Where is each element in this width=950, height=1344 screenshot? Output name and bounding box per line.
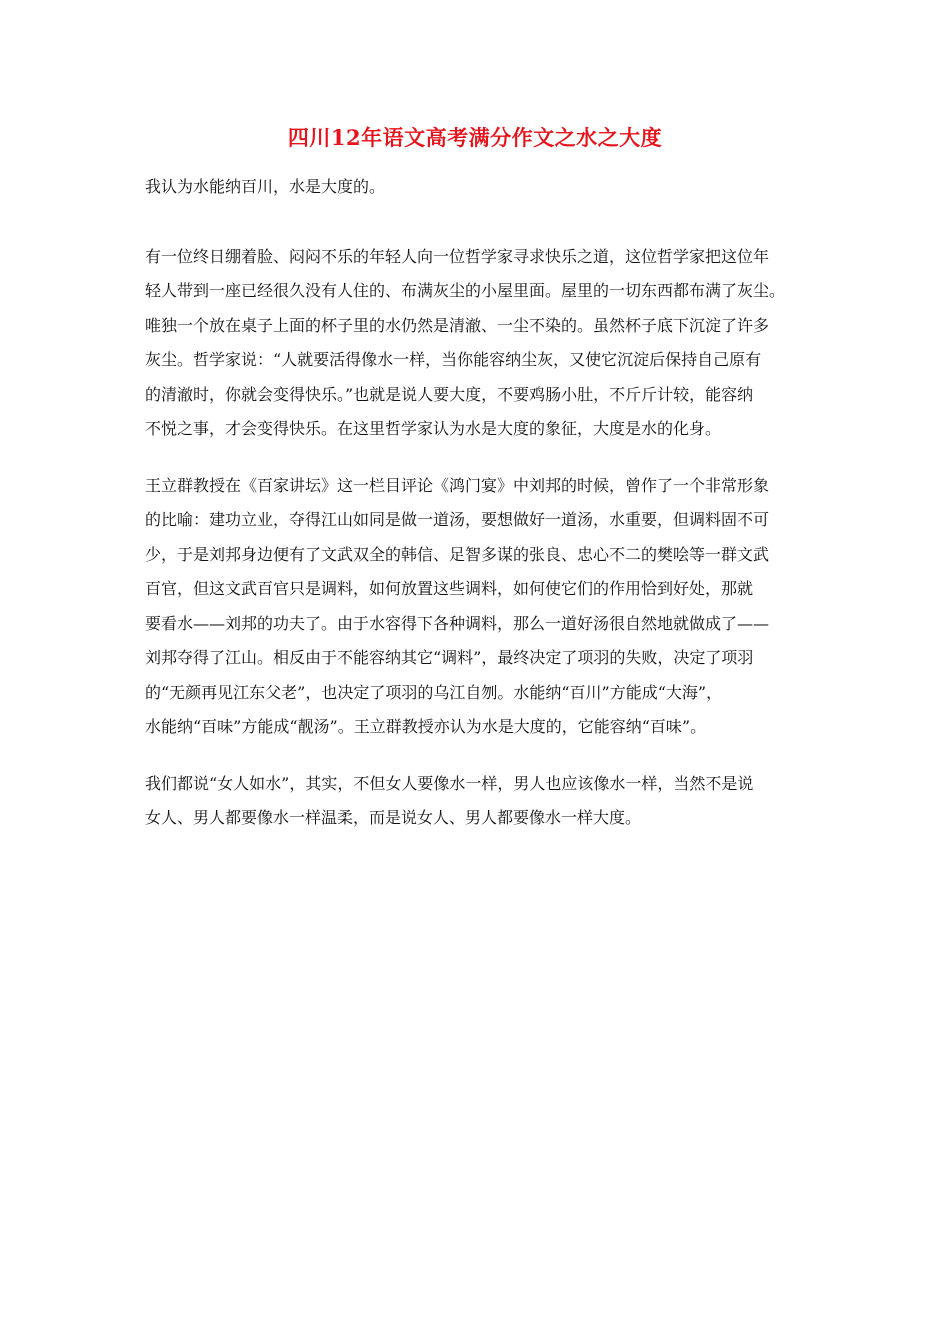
paragraph-line: 的比喻：建功立业，夺得江山如同是做一道汤，要想做好一道汤，水重要，但调料固不可 — [145, 510, 770, 529]
paragraph-line: 女人、男人都要像水一样温柔，而是说女人、男人都要像水一样大度。 — [145, 808, 642, 827]
paragraph-line: 刘邦夺得了江山。相反由于不能容纳其它“调料”，最终决定了项羽的失败，决定了项羽 — [145, 648, 754, 667]
paragraph-3 — [145, 469, 810, 745]
paragraph-line: 水能纳“百味”方能成“靓汤”。王立群教授亦认为水是大度的，它能容纳“百味”。 — [145, 717, 707, 736]
paragraph-line: 我们都说“女人如水”，其实，不但女人要像水一样，男人也应该像水一样，当然不是说 — [145, 773, 754, 793]
paragraph-line: 要看水——刘邦的功夫了。由于水容得下各种调料，那么一道好汤很自然地就做成了—— — [145, 613, 770, 633]
paragraph-line: 百官，但这文武百官只是调料，如何放置这些调料，如何使它们的作用恰到好处，那就 — [145, 579, 754, 598]
paragraph-line: 有一位终日绷着脸、闷闷不乐的年轻人向一位哲学家寻求快乐之道，这位哲学家把这位年 — [145, 246, 770, 266]
document-body — [145, 170, 810, 858]
paragraph-line: 少，于是刘邦身边便有了文武双全的韩信、足智多谋的张良、忠心不二的樊哙等一群文武 — [145, 544, 770, 564]
paragraph-line: 的清澈时，你就会变得快乐。”也就是说人要大度，不要鸡肠小肚，不斤斤计较，能容纳 — [145, 384, 754, 404]
paragraph-line: 的“无颜再见江东父老”，也决定了项羽的乌江自刎。水能纳“百川”方能成“大海”， — [145, 682, 723, 702]
document-title: 四川12年语文高考满分作文之水之大度 — [287, 125, 663, 150]
paragraph-line: 灰尘。哲学家说：“人就要活得像水一样，当你能容纳尘灰，又使它沉淀后保持自己原有 — [145, 350, 762, 369]
paragraph-line: 轻人带到一座已经很久没有人住的、布满灰尘的小屋里面。屋里的一切东西都布满了灰尘。 — [145, 281, 786, 300]
paragraph-line: 我认为水能纳百川，水是大度的。 — [145, 177, 386, 196]
paragraph-1 — [145, 170, 810, 205]
paragraph-2 — [145, 240, 810, 447]
paragraph-line: 唯独一个放在桌子上面的杯子里的水仍然是清澈、一尘不染的。虽然杯子底下沉淀了许多 — [145, 315, 770, 335]
paragraph-4 — [145, 767, 810, 836]
paragraph-line: 不悦之事，才会变得快乐。在这里哲学家认为水是大度的象征，大度是水的化身。 — [145, 419, 722, 438]
paragraph-line: 王立群教授在《百家讲坛》这一栏目评论《鸿门宴》中刘邦的时候，曾作了一个非常形象 — [145, 475, 770, 495]
